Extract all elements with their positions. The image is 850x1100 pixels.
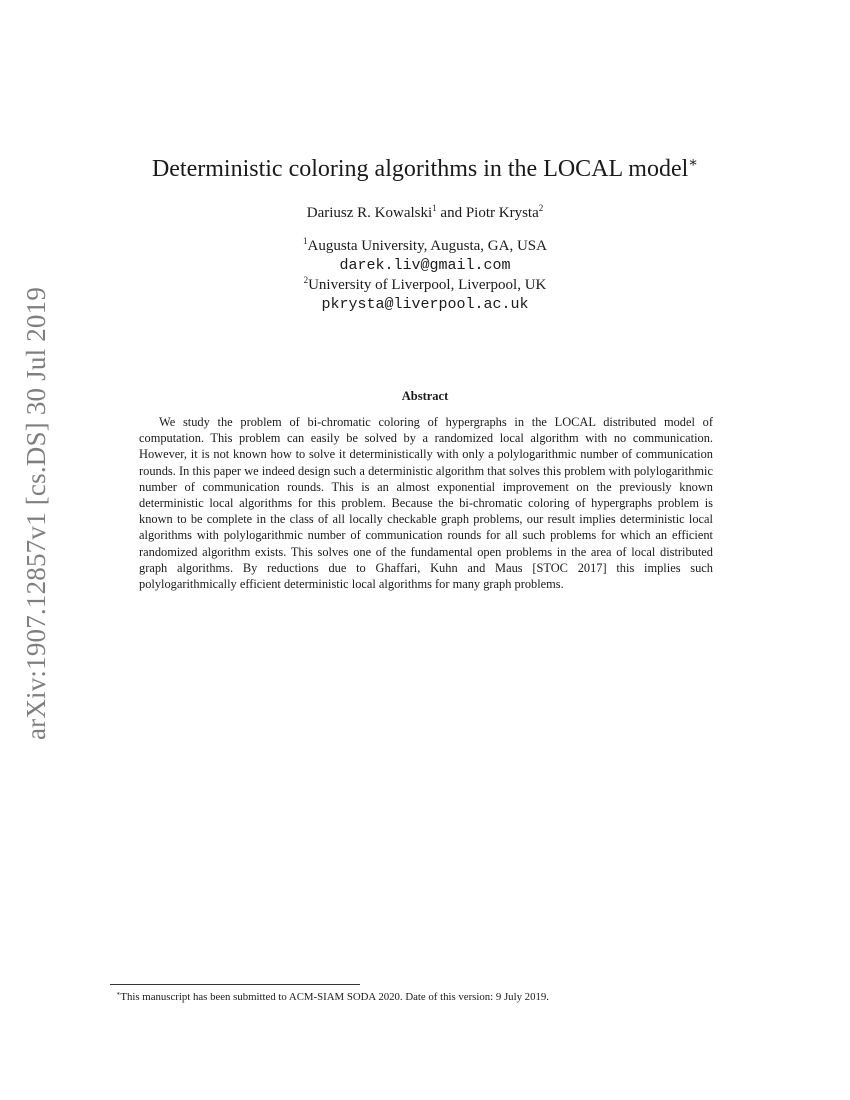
affiliation-mark: 2 xyxy=(303,275,309,285)
author-affiliation-mark: 1 xyxy=(432,203,437,213)
author-list xyxy=(0,203,850,223)
affiliations xyxy=(0,236,850,314)
paper-title xyxy=(0,155,850,183)
affiliation-line xyxy=(0,275,850,295)
author-affiliation-mark: 2 xyxy=(538,203,544,213)
affiliation-mark: 1 xyxy=(303,236,308,246)
footnote-divider xyxy=(110,984,360,985)
footnote-text: This manuscript has been submitted to ACM-SIAM SODA 2020. Date of this version: 9 July 2019. xyxy=(120,991,549,1003)
abstract-text: We study the problem of bi-chromatic coloring of hypergraphs in the LOCAL distributed model of computation. This problem can easily be solved by a randomized local algorithm with no communication. However, it is not known how to solve it deterministically with only a polylogarithmic number of communication rounds. In this paper we indeed design such a deterministic algorithm that solves this problem with polylogarithmic number of communication rounds. This is an almost exponential improvement on the previously known deterministic local algorithms for this problem. Because the bi-chromatic coloring of hypergraphs problem is known to be complete in the class of all locally checkable graph problems, our result implies deterministic local algorithms with polylogarithmic number of communication rounds for all such problems for which an efficient randomized algorithm exists. This solves one of the fundamental open problems in the area of local distributed graph algorithms. By reductions due to Ghaffari, Kuhn and Maus [STOC 2017] this implies such polylogarithmically efficient deterministic local algorithms for many graph problems. xyxy=(139,415,713,592)
title-footnote-mark: ∗ xyxy=(688,155,699,171)
paper-title-text: Deterministic coloring algorithms in the LOCAL model xyxy=(151,156,689,182)
affiliation-line xyxy=(0,236,850,256)
abstract-heading: Abstract xyxy=(401,389,449,403)
author-separator: and xyxy=(436,205,466,221)
footnote-mark: ∗ xyxy=(116,990,121,998)
affiliation-institution: University of Liverpool, Liverpool, UK xyxy=(308,277,547,293)
arxiv-identifier-stamp xyxy=(14,278,60,748)
author-name: Dariusz R. Kowalski xyxy=(306,205,433,221)
affiliation-institution: Augusta University, Augusta, GA, USA xyxy=(307,238,547,254)
footnote xyxy=(116,990,756,1004)
author-email[interactable]: pkrysta@liverpool.ac.uk xyxy=(321,296,529,313)
author-email[interactable]: darek.liv@gmail.com xyxy=(339,257,511,274)
arxiv-identifier-text: arXiv:1907.12857v1 [cs.DS] 30 Jul 2019 xyxy=(21,286,52,740)
author-name: Piotr Krysta xyxy=(465,205,539,221)
